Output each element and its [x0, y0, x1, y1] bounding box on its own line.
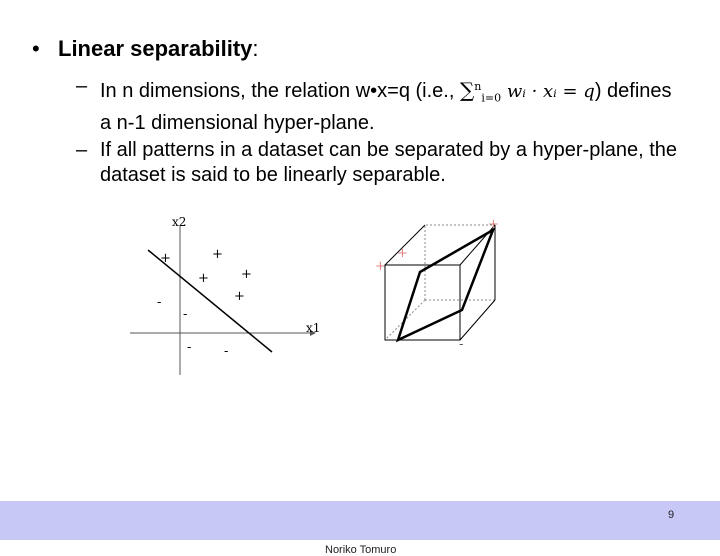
dash-marker: – — [76, 139, 88, 161]
positive-point: + — [212, 247, 223, 262]
cube-positive-vertex: + — [397, 246, 408, 261]
page-number: 9 — [668, 509, 675, 521]
cube-edge — [460, 300, 495, 340]
footer-bar — [0, 501, 720, 556]
positive-point: + — [198, 271, 209, 286]
separating-plane — [398, 230, 493, 340]
bullet-marker: • — [32, 36, 40, 61]
slide-heading: Linear separability — [58, 36, 253, 61]
positive-point: + — [234, 289, 245, 304]
sum-symbol: ∑ — [459, 78, 475, 102]
cube-negative-vertex: - — [459, 337, 464, 352]
positive-point: + — [241, 267, 252, 282]
sum-term: wᵢ · xᵢ = q — [506, 81, 595, 102]
x-axis-label: x1 — [306, 321, 321, 335]
sum-lower: i=0 — [481, 91, 502, 105]
cube-positive-vertex: + — [375, 259, 386, 274]
negative-point: - — [157, 295, 162, 310]
heading-colon: : — [252, 36, 259, 61]
sub-bullet-text: If all patterns in a dataset can be separated by a hyper-plane, the dataset is said to be linearly separable. — [100, 139, 678, 186]
negative-point: - — [187, 340, 192, 355]
dash-marker: – — [76, 75, 88, 97]
cube-positive-vertex: + — [488, 217, 499, 232]
positive-point: + — [160, 251, 171, 266]
footer-author: Noriko Tomuro — [325, 544, 397, 556]
negative-point: - — [224, 344, 229, 359]
relation-suffix: ) defines a n-1 dimensional hyper-plane. — [100, 80, 672, 134]
y-axis-label: x2 — [172, 215, 187, 229]
negative-point: - — [183, 307, 188, 322]
relation-text: In n dimensions, the relation w•x=q (i.e., — [100, 80, 460, 102]
sum-upper: n — [474, 80, 482, 93]
